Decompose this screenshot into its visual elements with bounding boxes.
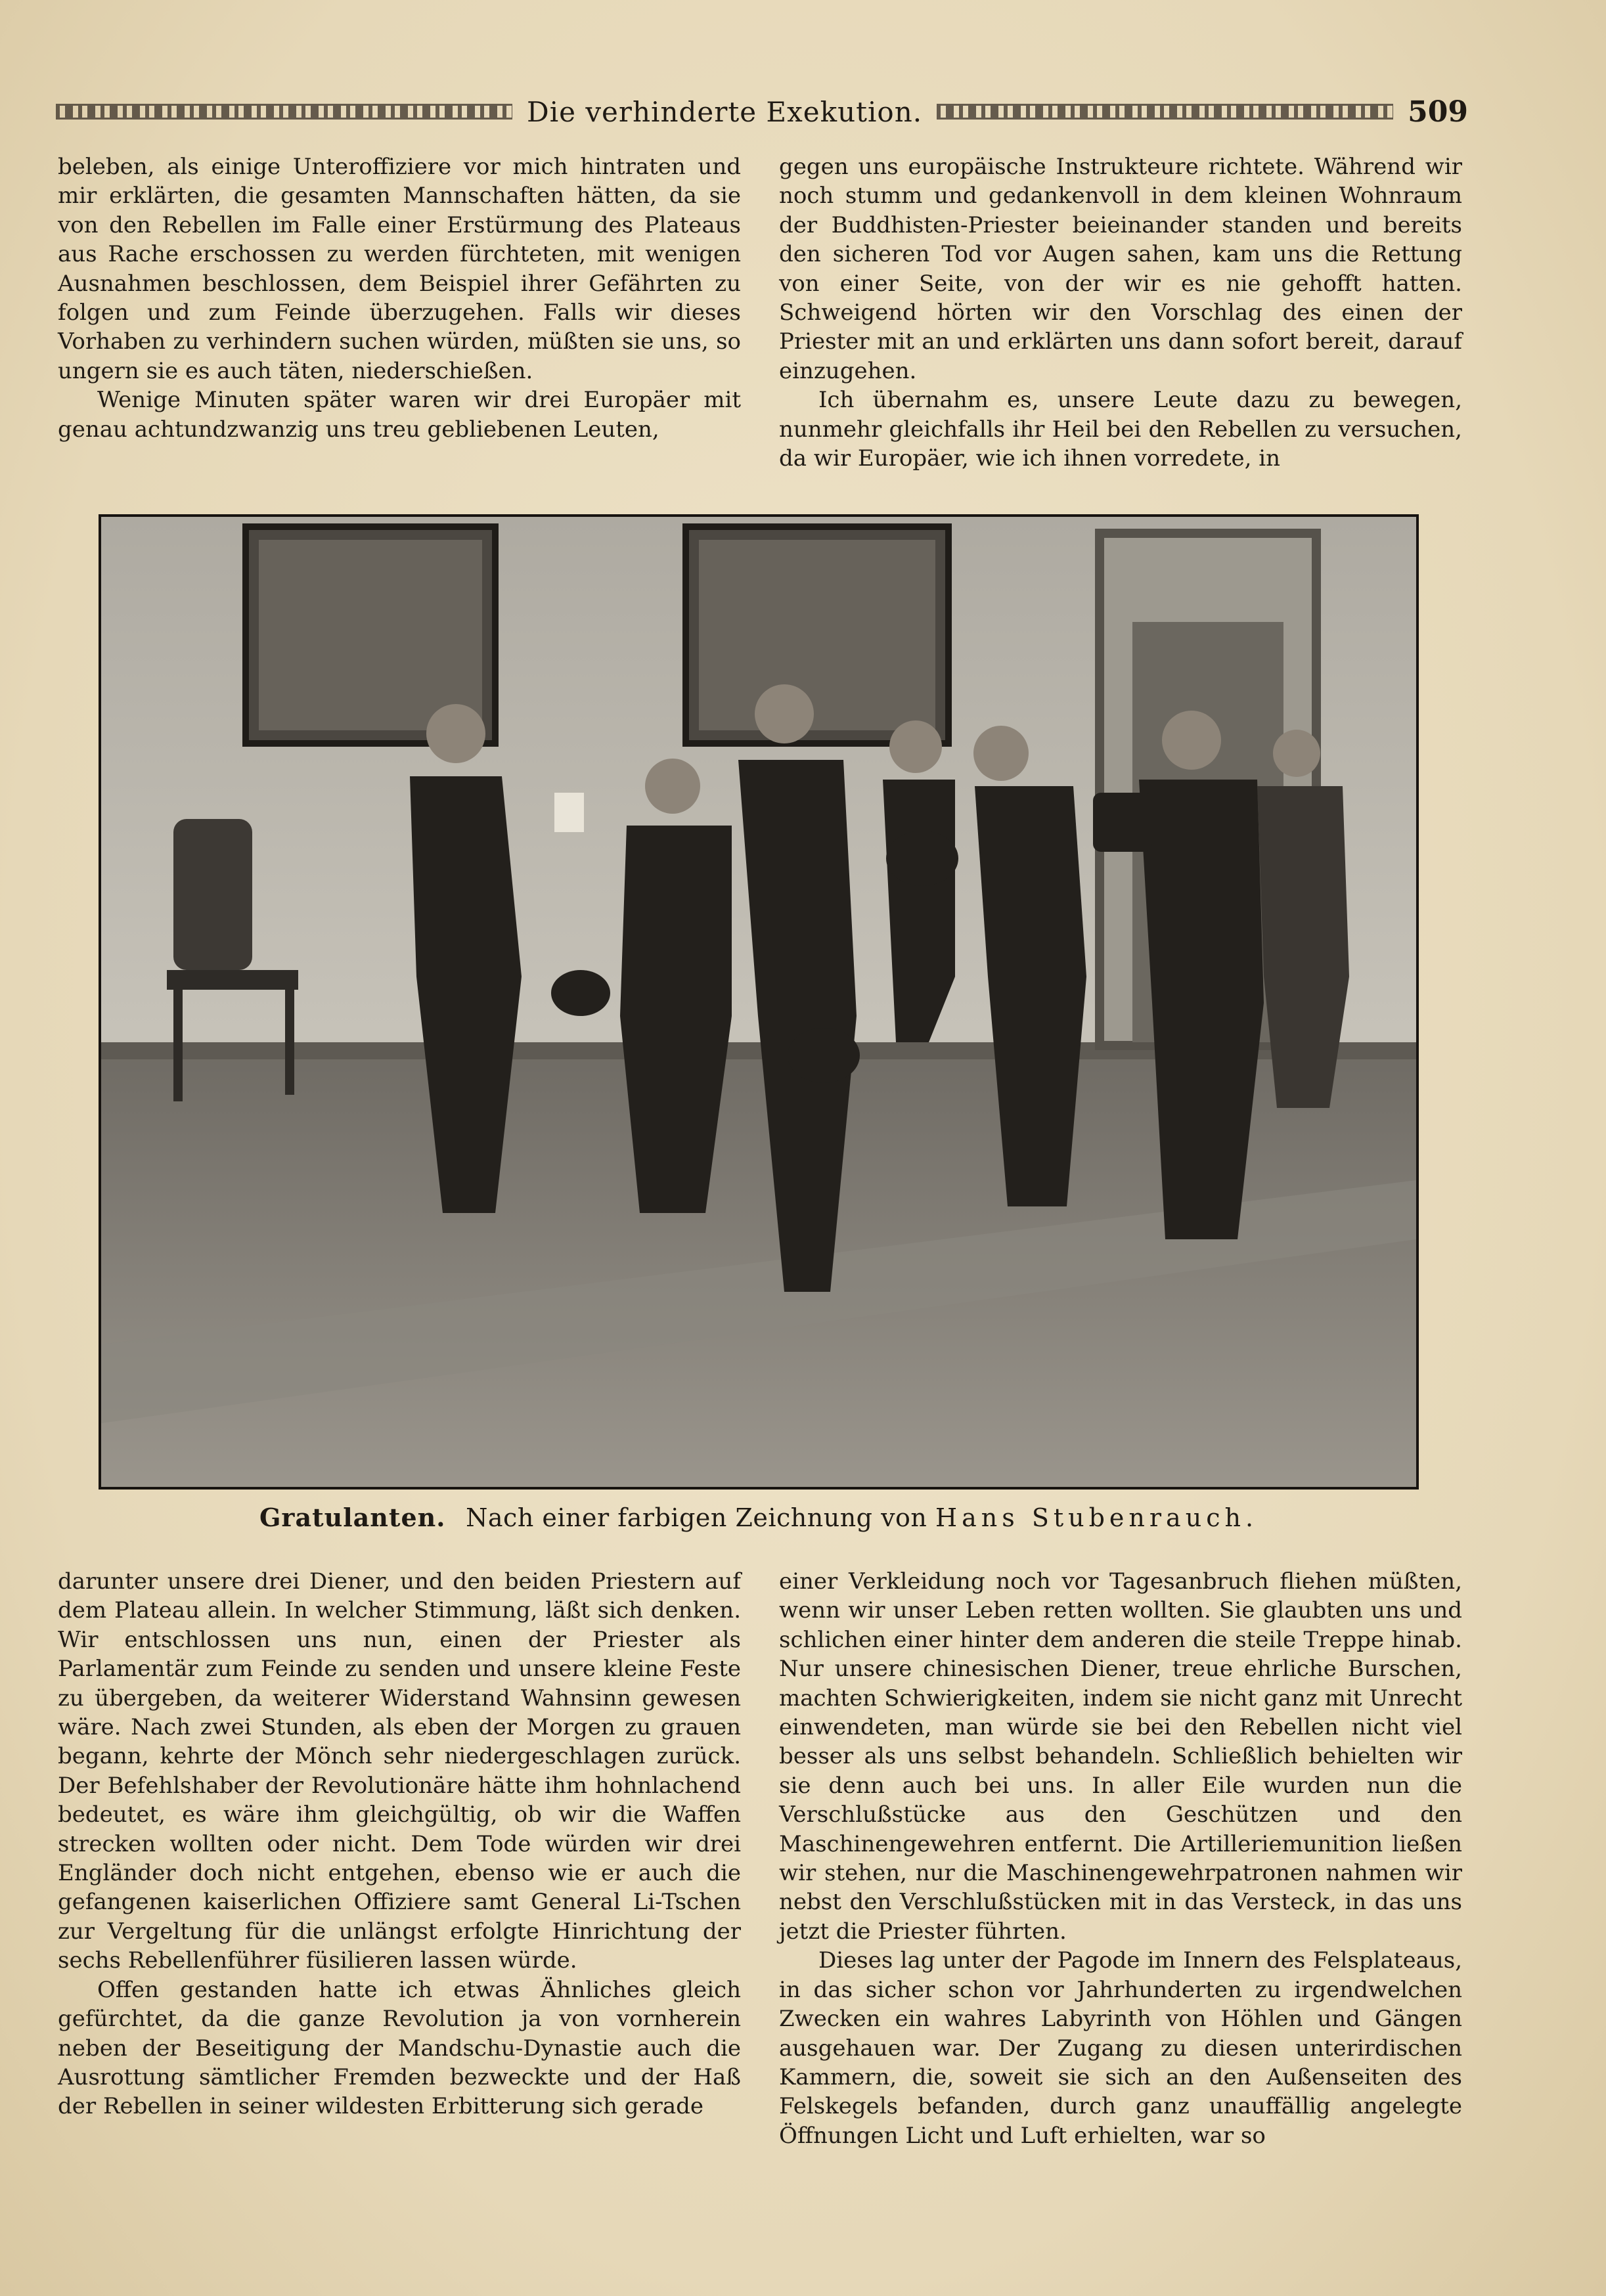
paragraph: darunter unsere drei Diener, und den beiden Priestern auf dem Plateau allein. In welcher Stimmung, läßt sich denken. Wir entschlossen uns nun, einen der Priester als Parlamentär zum Feinde zu senden und unsere kleine Feste zu übergeben, da weiterer Widerstand Wahnsinn gewesen wäre. Nach zwei Stunden, als eben der Morgen zu grauen begann, kehrte der Mönch sehr niedergeschlagen zurück. Der Befehlshaber der Revolutionäre hätte ihm hohnlachend bedeutet, es wäre ihm gleichgültig, ob wir die Waffen strecken wollten oder nicht. Dem Tode würden wir drei Engländer doch nicht entgehen, ebenso wie er auch die gefangenen kaiserlichen Offiziere samt General Li-Tschen zur Vergeltung für die unlängst erfolgte Hinrichtung der sechs Rebellenführer füsilieren lassen würde. bbox=[58, 1568, 741, 1974]
paragraph: beleben, als einige Unteroffiziere vor mich hintraten und mir erklärten, die gesamten Mannschaften hätten, da sie von den Rebellen im Falle einer Erstürmung des Plateaus aus Rache erschossen zu werden fürchteten, mit wenigen Ausnahmen beschlossen, dem Beispiel ihrer Gefährten zu folgen und zum Feinde überzugehen. Falls wir dieses Vorhaben zu verhindern suchen würden, müßten sie uns, so ungern sie es auch täten, niederschießen. bbox=[58, 154, 741, 384]
caption-title: Gratulanten. bbox=[259, 1503, 446, 1532]
illustration-drawing bbox=[101, 517, 1416, 1487]
caption-artist: Hans Stubenrauch. bbox=[935, 1503, 1259, 1532]
illustration-caption bbox=[99, 1503, 1419, 1532]
paragraph: Offen gestanden hatte ich etwas Ähnliches gleich gefürchtet, da die ganze Revolution ja von vornherein neben der Beseitigung der Mandschu-Dynastie auch die Ausrottung sämtlicher Fremden bezweckte und der Haß der Rebellen in seiner wildesten Erbitterung sich gerade bbox=[58, 1976, 741, 2120]
paragraph: gegen uns europäische Instrukteure richtete. Während wir noch stumm und gedankenvoll in dem kleinen Wohnraum der Buddhisten-Priester beieinander standen und bereits den sicheren Tod vor Augen sahen, kam uns die Rettung von einer Seite, von der wir es nie gehofft hatten. Schweigend hörten wir den Vorschlag des einen der Priester mit an und erklärten uns dann sofort bereit, darauf einzugehen. bbox=[779, 154, 1462, 384]
caption-text: Nach einer farbigen Zeichnung von bbox=[466, 1503, 927, 1532]
page-number: 509 bbox=[1408, 95, 1468, 129]
text-column-top-right bbox=[779, 152, 1462, 473]
illustration-plate bbox=[99, 514, 1419, 1490]
paragraph: Wenige Minuten später waren wir drei Europäer mit genau achtundzwanzig uns treu gebliebenen Leuten, bbox=[58, 387, 741, 443]
running-header bbox=[56, 92, 1468, 131]
running-title: Die verhinderte Exekution. bbox=[527, 95, 923, 128]
paragraph: Dieses lag unter der Pagode im Innern des Felsplateaus, in das sicher schon vor Jahrhunderten zu irgendwelchen Zwecken ein wahres Labyrinth von Höhlen und Gängen ausgehauen war. Der Zugang zu diesen unterirdischen Kammern, die, soweit sie sich an den Außenseiten des Felskegels befanden, durch ganz unauffällig angelegte Öffnungen Licht und Luft erhielten, war so bbox=[779, 1947, 1462, 2149]
text-column-bottom-right bbox=[779, 1567, 1462, 2150]
paragraph: Ich übernahm es, unsere Leute dazu zu bewegen, nunmehr gleichfalls ihr Heil bei den Rebellen zu versuchen, da wir Europäer, wie ich ihnen vorredete, in bbox=[779, 387, 1462, 472]
paragraph: einer Verkleidung noch vor Tagesanbruch fliehen müßten, wenn wir unser Leben retten wollten. Sie glaubten uns und schlichen einer hinter dem anderen die steile Treppe hinab. Nur unsere chinesischen Diener, treue ehrliche Burschen, machten Schwierigkeiten, indem sie nicht ganz mit Unrecht einwendeten, man würde sie bei den Rebellen nicht viel besser als uns selbst behandeln. Schließlich behielten wir sie denn auch bei uns. In aller Eile wurden nun die Verschlußstücke aus den Geschützen und den Maschinengewehren entfernt. Die Artilleriemunition ließen wir stehen, nur die Maschinengewehrpatronen nahmen wir nebst den Verschlußstücken mit in das Versteck, in das uns jetzt die Priester führten. bbox=[779, 1568, 1462, 1945]
framed-painting-center bbox=[686, 527, 948, 743]
text-column-bottom-left bbox=[58, 1567, 741, 2121]
header-ornament-left bbox=[56, 104, 512, 120]
text-column-top-left bbox=[58, 152, 741, 444]
header-ornament-right bbox=[937, 104, 1393, 120]
